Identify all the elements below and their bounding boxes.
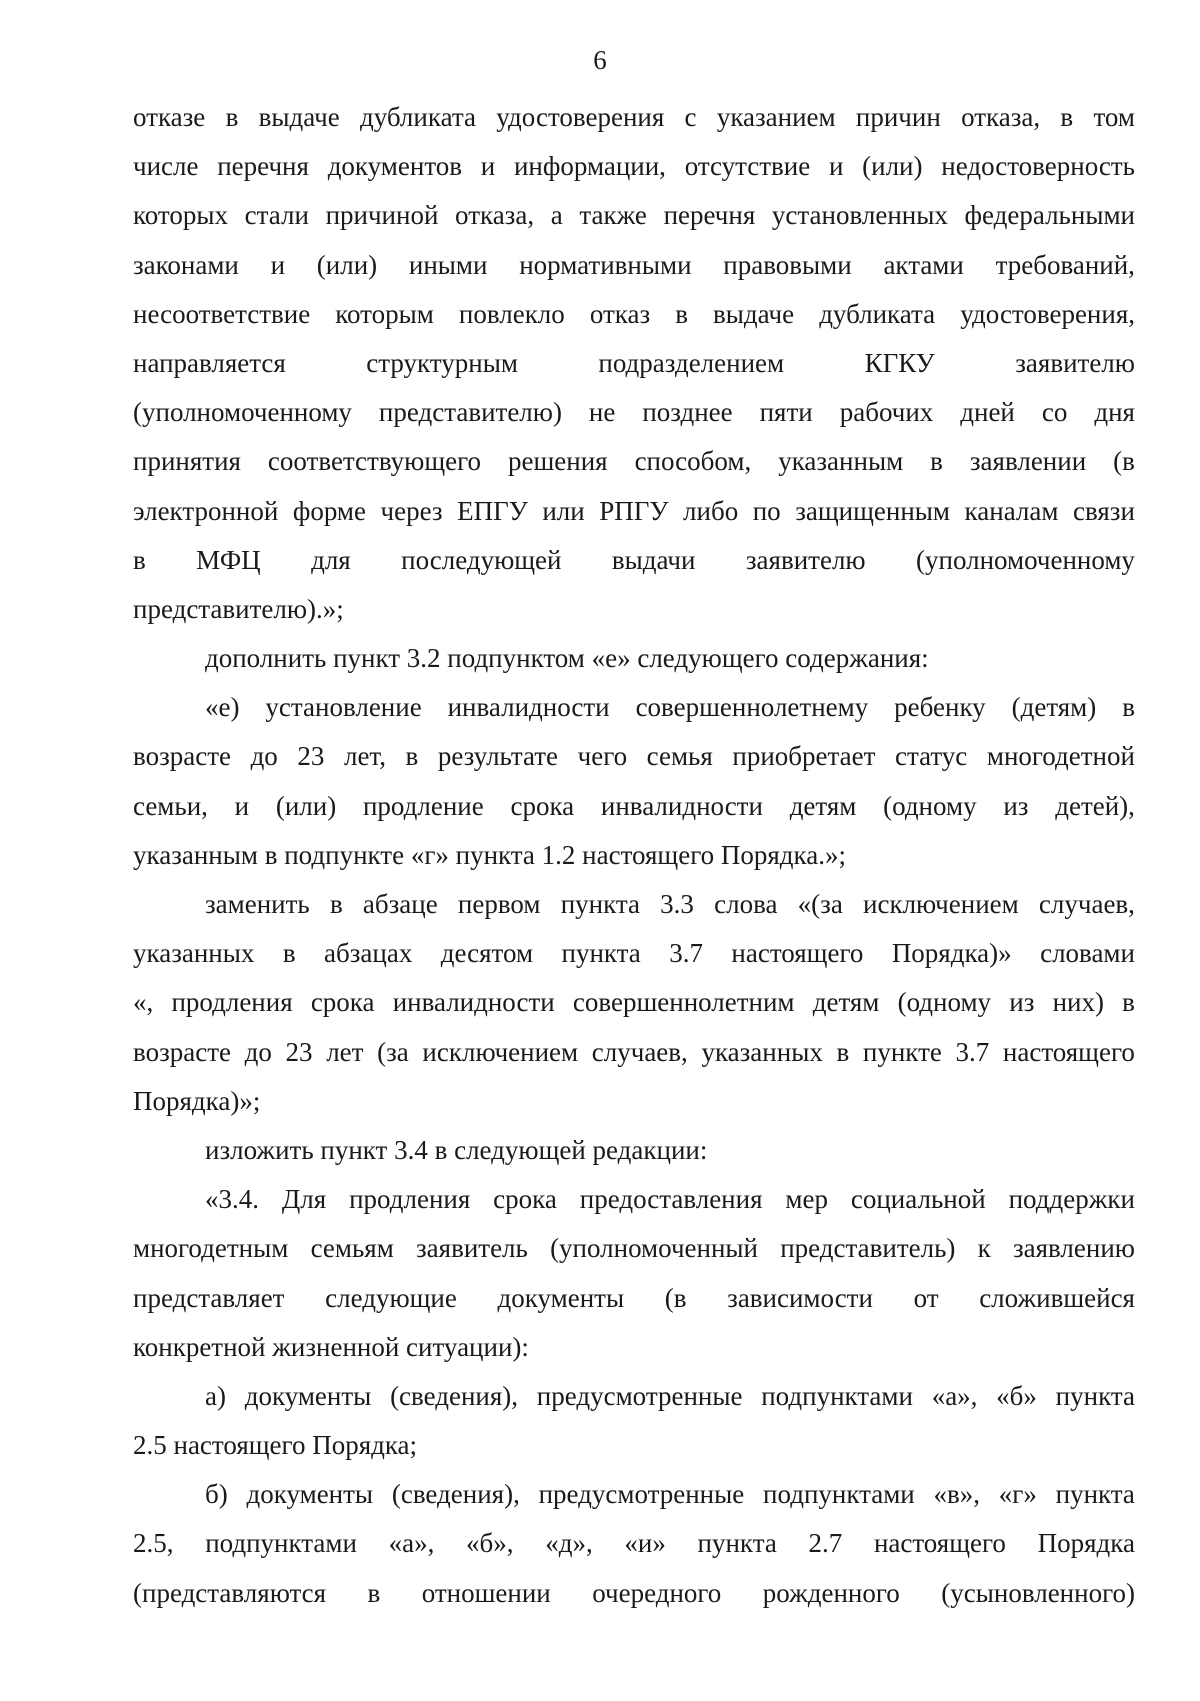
text-line: б) документы (сведения), предусмотренные подпунктами «в», «г» пункта bbox=[205, 1479, 1135, 1510]
text-line: которых стали причиной отказа, а также перечня установленных федеральными bbox=[133, 200, 1135, 231]
text-line: «е) установление инвалидности совершеннолетнему ребенку (детям) в bbox=[205, 692, 1135, 723]
text-line: представителю).»; bbox=[133, 593, 344, 624]
text-line: многодетным семьям заявитель (уполномоченный представитель) к заявлению bbox=[133, 1233, 1135, 1264]
text-line: семьи, и (или) продление срока инвалидности детям (одному из детей), bbox=[133, 790, 1135, 821]
text-line: а) документы (сведения), предусмотренные подпунктами «а», «б» пункта bbox=[205, 1380, 1135, 1411]
text-line: указанным в подпункте «г» пункта 1.2 настоящего Порядка.»; bbox=[133, 839, 846, 870]
text-line: направляется структурным подразделением КГКУ заявителю bbox=[133, 347, 1135, 378]
text-line: отказе в выдаче дубликата удостоверения с указанием причин отказа, в том bbox=[133, 102, 1135, 132]
text-line: законами и (или) иными нормативными правовыми актами требований, bbox=[133, 249, 1135, 280]
text-line: представляет следующие документы (в зависимости от сложившейся bbox=[133, 1282, 1135, 1313]
text-line: 2.5 настоящего Порядка; bbox=[133, 1430, 418, 1461]
text-line: (уполномоченному представителю) не позднее пяти рабочих дней со дня bbox=[133, 397, 1135, 428]
document-body bbox=[133, 93, 1135, 1618]
text-line: указанных в абзацах десятом пункта 3.7 настоящего Порядка)» словами bbox=[133, 938, 1135, 969]
text-line: Порядка)»; bbox=[133, 1085, 261, 1116]
text-line: изложить пункт 3.4 в следующей редакции: bbox=[205, 1134, 708, 1165]
text-line: заменить в абзаце первом пункта 3.3 слова «(за исключением случаев, bbox=[205, 889, 1135, 919]
text-line: электронной форме через ЕПГУ или РПГУ либо по защищенным каналам связи bbox=[133, 495, 1135, 526]
text-line: дополнить пункт 3.2 подпунктом «е» следующего содержания: bbox=[205, 643, 929, 674]
text-line: (представляются в отношении очередного рожденного (усыновленного) bbox=[133, 1577, 1135, 1608]
page-number: 6 bbox=[593, 45, 607, 75]
text-line: «, продления срока инвалидности совершеннолетним детям (одному из них) в bbox=[133, 987, 1135, 1018]
text-line: «3.4. Для продления срока предоставления мер социальной поддержки bbox=[205, 1184, 1135, 1215]
text-line: в МФЦ для последующей выдачи заявителю (уполномоченному bbox=[133, 544, 1135, 575]
text-line: возрасте до 23 лет, в результате чего семья приобретает статус многодетной bbox=[133, 741, 1135, 772]
text-line: числе перечня документов и информации, отсутствие и (или) недостоверность bbox=[133, 151, 1135, 182]
text-line: несоответствие которым повлекло отказ в выдаче дубликата удостоверения, bbox=[133, 298, 1135, 329]
text-line: принятия соответствующего решения способом, указанным в заявлении (в bbox=[133, 446, 1135, 477]
text-line: возрасте до 23 лет (за исключением случаев, указанных в пункте 3.7 настоящего bbox=[133, 1036, 1135, 1067]
text-line: конкретной жизненной ситуации): bbox=[133, 1331, 529, 1362]
text-line: 2.5, подпунктами «а», «б», «д», «и» пункта 2.7 настоящего Порядка bbox=[133, 1528, 1135, 1559]
